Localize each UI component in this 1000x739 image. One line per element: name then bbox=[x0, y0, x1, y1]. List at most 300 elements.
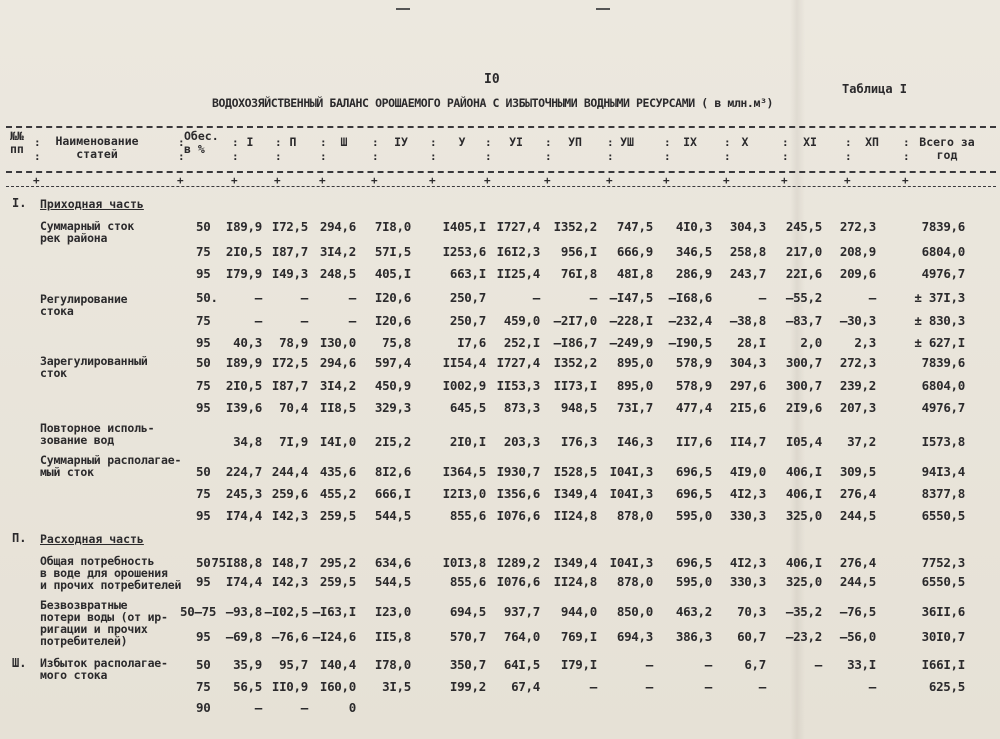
value-cell: 6,7 bbox=[744, 657, 766, 672]
value-cell: 406,I bbox=[785, 555, 822, 570]
value-cell: 245,5 bbox=[785, 219, 822, 234]
value-cell: 455,2 bbox=[319, 486, 356, 501]
value-cell: 224,7 bbox=[225, 464, 262, 479]
value-cell: 2I0,5 bbox=[225, 244, 262, 259]
value-cell: 459,0 bbox=[503, 313, 540, 328]
value-cell: 217,0 bbox=[785, 244, 822, 259]
header-separator-plus: + bbox=[723, 174, 730, 187]
fold-mark-1 bbox=[396, 8, 410, 10]
value-cell: – bbox=[532, 290, 540, 305]
header-separator-plus: + bbox=[319, 174, 326, 187]
value-cell: 245,3 bbox=[225, 486, 262, 501]
value-cell: 666,9 bbox=[616, 244, 653, 259]
document-title: ВОДОХОЗЯЙСТВЕННЫЙ БАЛАНС ОРОШАЕМОГО РАЙОНА С ИЗБЫТОЧНЫМИ ВОДНЫМИ РЕСУРСАМИ ( в млн.м³) bbox=[212, 96, 774, 110]
total-cell: 4976,7 bbox=[921, 400, 965, 415]
prob-cell: 50–75 bbox=[180, 604, 217, 619]
header-separator-plus: + bbox=[484, 174, 491, 187]
value-cell: 286,9 bbox=[675, 266, 712, 281]
total-cell: I573,8 bbox=[921, 434, 965, 449]
value-cell: 694,3 bbox=[616, 629, 653, 644]
value-cell: I356,6 bbox=[496, 486, 540, 501]
value-cell: I04I,3 bbox=[609, 555, 653, 570]
value-cell: 578,9 bbox=[675, 378, 712, 393]
value-cell: 244,4 bbox=[271, 464, 308, 479]
value-cell: II53,3 bbox=[496, 378, 540, 393]
value-cell: 70,3 bbox=[737, 604, 766, 619]
value-cell: 2I5,2 bbox=[374, 434, 411, 449]
value-cell: I39,6 bbox=[225, 400, 262, 415]
value-cell: 570,7 bbox=[449, 629, 486, 644]
value-cell: 34,8 bbox=[233, 434, 262, 449]
header-separator: : bbox=[664, 150, 671, 163]
value-cell: 350,7 bbox=[449, 657, 486, 672]
header-separator-plus: + bbox=[274, 174, 281, 187]
value-cell: II7,6 bbox=[675, 434, 712, 449]
value-cell: I002,9 bbox=[442, 378, 486, 393]
prob-cell: 75 bbox=[196, 378, 211, 393]
value-cell: 272,3 bbox=[839, 355, 876, 370]
section-number-expense: П. bbox=[12, 531, 27, 545]
value-cell: 696,5 bbox=[675, 555, 712, 570]
value-cell: – bbox=[589, 679, 597, 694]
value-cell: –I02,5 bbox=[264, 604, 308, 619]
value-cell: I30,0 bbox=[319, 335, 356, 350]
value-cell: 67,4 bbox=[511, 679, 540, 694]
header-separator: : bbox=[430, 150, 437, 163]
value-cell: – bbox=[254, 700, 262, 715]
total-cell: 94I3,4 bbox=[921, 464, 965, 479]
value-cell: 4I2,3 bbox=[729, 486, 766, 501]
value-cell: 406,I bbox=[785, 486, 822, 501]
header-separator: : bbox=[845, 150, 852, 163]
header-separator-plus: + bbox=[371, 174, 378, 187]
value-cell: 463,2 bbox=[675, 604, 712, 619]
value-cell: I87,7 bbox=[271, 244, 308, 259]
value-cell: 595,0 bbox=[675, 574, 712, 589]
value-cell: I60,0 bbox=[319, 679, 356, 694]
value-cell: I727,4 bbox=[496, 355, 540, 370]
value-cell: II5,8 bbox=[374, 629, 411, 644]
header-separator-plus: + bbox=[33, 174, 40, 187]
header-separator: : bbox=[782, 150, 789, 163]
value-cell: I42,3 bbox=[271, 508, 308, 523]
value-cell: II0,9 bbox=[271, 679, 308, 694]
value-cell: 544,5 bbox=[374, 574, 411, 589]
value-cell: I04I,3 bbox=[609, 486, 653, 501]
prob-cell: 75 bbox=[196, 679, 211, 694]
header-separator-plus: + bbox=[231, 174, 238, 187]
header-separator: : bbox=[232, 136, 239, 149]
value-cell: 244,5 bbox=[839, 574, 876, 589]
value-cell: 406,I bbox=[785, 464, 822, 479]
total-cell: 8377,8 bbox=[921, 486, 965, 501]
value-cell: –232,4 bbox=[668, 313, 712, 328]
value-cell: –56,0 bbox=[839, 629, 876, 644]
value-cell: 239,2 bbox=[839, 378, 876, 393]
col-header-month-9: IX bbox=[683, 135, 697, 149]
value-cell: I72,5 bbox=[271, 355, 308, 370]
value-cell: 0 bbox=[348, 700, 356, 715]
value-cell: 2,3 bbox=[854, 335, 876, 350]
col-header-month-12: XП bbox=[865, 135, 879, 149]
value-cell: 948,5 bbox=[560, 400, 597, 415]
value-cell: 276,4 bbox=[839, 486, 876, 501]
value-cell: I46,3 bbox=[616, 434, 653, 449]
header-separator: : bbox=[664, 136, 671, 149]
value-cell: –55,2 bbox=[785, 290, 822, 305]
value-cell: – bbox=[704, 657, 712, 672]
value-cell: 878,0 bbox=[616, 574, 653, 589]
section-title-expense: Расходная часть bbox=[40, 532, 144, 546]
section-number-income: I. bbox=[12, 196, 27, 210]
value-cell: 944,0 bbox=[560, 604, 597, 619]
value-cell: –I47,5 bbox=[609, 290, 653, 305]
total-cell: 6804,0 bbox=[921, 244, 965, 259]
value-cell: 544,5 bbox=[374, 508, 411, 523]
value-cell: I40,4 bbox=[319, 657, 356, 672]
value-cell: 855,6 bbox=[449, 508, 486, 523]
value-cell: –69,8 bbox=[225, 629, 262, 644]
value-cell: I74,4 bbox=[225, 508, 262, 523]
value-cell: 696,5 bbox=[675, 486, 712, 501]
value-cell: – bbox=[814, 657, 822, 672]
row-label: Повторное исполь- зование вод bbox=[40, 421, 155, 447]
value-cell: 325,0 bbox=[785, 574, 822, 589]
col-header-name: Наименование статей bbox=[55, 134, 139, 161]
value-cell: I89,9 bbox=[225, 355, 262, 370]
header-separator: : bbox=[232, 150, 239, 163]
value-cell: I727,4 bbox=[496, 219, 540, 234]
value-cell: I74,4 bbox=[225, 574, 262, 589]
value-cell: –76,5 bbox=[839, 604, 876, 619]
value-cell: 207,3 bbox=[839, 400, 876, 415]
value-cell: I79,I bbox=[560, 657, 597, 672]
header-separator-plus: + bbox=[663, 174, 670, 187]
value-cell: 329,3 bbox=[374, 400, 411, 415]
value-cell: 60,7 bbox=[737, 629, 766, 644]
value-cell: 73I,7 bbox=[616, 400, 653, 415]
prob-cell: 50 bbox=[196, 464, 211, 479]
value-cell: 666,I bbox=[374, 486, 411, 501]
value-cell: 8I2,6 bbox=[374, 464, 411, 479]
value-cell: 37,2 bbox=[847, 434, 876, 449]
value-cell: 325,0 bbox=[785, 508, 822, 523]
value-cell: I7,6 bbox=[457, 335, 486, 350]
header-separator: : bbox=[545, 150, 552, 163]
value-cell: 95,7 bbox=[279, 657, 308, 672]
value-cell: –228,I bbox=[609, 313, 653, 328]
row-label: Общая потребность в воде для орошения и прочих потребителей bbox=[40, 554, 182, 592]
value-cell: 2I9,6 bbox=[785, 400, 822, 415]
header-separator: : bbox=[320, 150, 327, 163]
col-header-month-5: У bbox=[458, 135, 466, 149]
value-cell: 330,3 bbox=[729, 574, 766, 589]
prob-cell: 95 bbox=[196, 508, 211, 523]
prob-cell: 50 bbox=[196, 657, 211, 672]
value-cell: 895,0 bbox=[616, 355, 653, 370]
total-cell: 36II,6 bbox=[921, 604, 965, 619]
value-cell: 4I0,3 bbox=[675, 219, 712, 234]
header-separator-plus: + bbox=[544, 174, 551, 187]
value-cell: 304,3 bbox=[729, 219, 766, 234]
value-cell: 272,3 bbox=[839, 219, 876, 234]
header-separator: : bbox=[545, 136, 552, 149]
header-separator: : bbox=[607, 150, 614, 163]
value-cell: I89,9 bbox=[225, 219, 262, 234]
value-cell: 3I4,2 bbox=[319, 378, 356, 393]
value-cell: 28,I bbox=[737, 335, 766, 350]
value-cell: – bbox=[348, 290, 356, 305]
total-cell: ± 37I,3 bbox=[914, 290, 965, 305]
total-cell: 6550,5 bbox=[921, 574, 965, 589]
value-cell: I99,2 bbox=[449, 679, 486, 694]
header-separator: : bbox=[903, 136, 910, 149]
value-cell: 3I4,2 bbox=[319, 244, 356, 259]
value-cell: 956,I bbox=[560, 244, 597, 259]
value-cell: I349,4 bbox=[553, 555, 597, 570]
prob-cell: 90 bbox=[196, 700, 211, 715]
value-cell: –I68,6 bbox=[668, 290, 712, 305]
prob-cell: 95 bbox=[196, 629, 211, 644]
value-cell: 259,6 bbox=[271, 486, 308, 501]
value-cell: 243,7 bbox=[729, 266, 766, 281]
value-cell: 22I,6 bbox=[785, 266, 822, 281]
value-cell: I076,6 bbox=[496, 508, 540, 523]
value-cell: I0I3,8 bbox=[442, 555, 486, 570]
header-separator: : bbox=[607, 136, 614, 149]
header-separator: : bbox=[34, 136, 41, 149]
value-cell: 330,3 bbox=[729, 508, 766, 523]
value-cell: 878,0 bbox=[616, 508, 653, 523]
header-separator: : bbox=[724, 136, 731, 149]
value-cell: –I90,5 bbox=[668, 335, 712, 350]
value-cell: 7I,9 bbox=[279, 434, 308, 449]
header-separator-plus: + bbox=[844, 174, 851, 187]
value-cell: 7I8,0 bbox=[374, 219, 411, 234]
value-cell: 250,7 bbox=[449, 290, 486, 305]
value-cell: 48I,8 bbox=[616, 266, 653, 281]
section-number-surplus: Ш. bbox=[12, 656, 27, 670]
row-label: Избыток располагае- мого стока bbox=[40, 656, 168, 682]
total-cell: ± 830,3 bbox=[914, 313, 965, 328]
value-cell: 764,0 bbox=[503, 629, 540, 644]
value-cell: 64I,5 bbox=[503, 657, 540, 672]
value-cell: 259,5 bbox=[319, 574, 356, 589]
value-cell: 294,6 bbox=[319, 219, 356, 234]
value-cell: II4,7 bbox=[729, 434, 766, 449]
col-header-month-8: УШ bbox=[620, 135, 634, 149]
value-cell: 35,9 bbox=[233, 657, 262, 672]
value-cell: 75I88,8 bbox=[211, 555, 262, 570]
header-rule-bottom bbox=[6, 171, 996, 173]
value-cell: 300,7 bbox=[785, 355, 822, 370]
header-separator: : bbox=[485, 136, 492, 149]
prob-cell: 95 bbox=[196, 574, 211, 589]
total-cell: 7752,3 bbox=[921, 555, 965, 570]
value-cell: 3I,5 bbox=[382, 679, 411, 694]
value-cell: –93,8 bbox=[225, 604, 262, 619]
value-cell: – bbox=[868, 290, 876, 305]
fold-mark-2 bbox=[596, 8, 610, 10]
value-cell: I79,9 bbox=[225, 266, 262, 281]
value-cell: 747,5 bbox=[616, 219, 653, 234]
col-header-month-1: I bbox=[246, 135, 254, 149]
value-cell: 244,5 bbox=[839, 508, 876, 523]
value-cell: 295,2 bbox=[319, 555, 356, 570]
value-cell: 435,6 bbox=[319, 464, 356, 479]
header-separator-plus: + bbox=[429, 174, 436, 187]
value-cell: 208,9 bbox=[839, 244, 876, 259]
value-cell: –76,6 bbox=[271, 629, 308, 644]
header-separator: : bbox=[275, 150, 282, 163]
value-cell: – bbox=[589, 290, 597, 305]
header-separator-plus: + bbox=[177, 174, 184, 187]
header-separator: : bbox=[372, 150, 379, 163]
value-cell: I352,2 bbox=[553, 219, 597, 234]
row-label: Регулирование стока bbox=[40, 292, 128, 318]
header-separator: : bbox=[178, 150, 185, 163]
header-separator: : bbox=[320, 136, 327, 149]
value-cell: I04I,3 bbox=[609, 464, 653, 479]
value-cell: I72,5 bbox=[271, 219, 308, 234]
value-cell: 259,5 bbox=[319, 508, 356, 523]
value-cell: 70,4 bbox=[279, 400, 308, 415]
header-rule-top bbox=[6, 126, 996, 128]
prob-cell: 50 bbox=[196, 555, 211, 570]
value-cell: 297,6 bbox=[729, 378, 766, 393]
prob-cell: 50 bbox=[196, 355, 211, 370]
value-cell: 450,9 bbox=[374, 378, 411, 393]
page-number: I0 bbox=[484, 72, 500, 87]
value-cell: 895,0 bbox=[616, 378, 653, 393]
value-cell: I42,3 bbox=[271, 574, 308, 589]
value-cell: I87,7 bbox=[271, 378, 308, 393]
row-label: Безвозвратные потери воды (от ир- ригации и прочих потребителей) bbox=[40, 598, 168, 648]
value-cell: 252,I bbox=[503, 335, 540, 350]
value-cell: –I86,7 bbox=[553, 335, 597, 350]
value-cell: – bbox=[300, 700, 308, 715]
value-cell: 4I9,0 bbox=[729, 464, 766, 479]
value-cell: 203,3 bbox=[503, 434, 540, 449]
total-cell: 625,5 bbox=[928, 679, 965, 694]
value-cell: 248,5 bbox=[319, 266, 356, 281]
value-cell: 595,0 bbox=[675, 508, 712, 523]
value-cell: 694,5 bbox=[449, 604, 486, 619]
value-cell: II24,8 bbox=[553, 508, 597, 523]
value-cell: 937,7 bbox=[503, 604, 540, 619]
value-cell: –I63,I bbox=[312, 604, 356, 619]
value-cell: 4I2,3 bbox=[729, 555, 766, 570]
value-cell: I6I2,3 bbox=[496, 244, 540, 259]
value-cell: 634,6 bbox=[374, 555, 411, 570]
value-cell: 76I,8 bbox=[560, 266, 597, 281]
total-cell: 4976,7 bbox=[921, 266, 965, 281]
value-cell: 597,4 bbox=[374, 355, 411, 370]
value-cell: 209,6 bbox=[839, 266, 876, 281]
value-cell: I076,6 bbox=[496, 574, 540, 589]
header-separator: : bbox=[34, 150, 41, 163]
header-separator-plus: + bbox=[781, 174, 788, 187]
value-cell: – bbox=[348, 313, 356, 328]
col-header-month-7: УП bbox=[568, 135, 582, 149]
value-cell: 2I0,5 bbox=[225, 378, 262, 393]
row-label: Суммарный располагае- мый сток bbox=[40, 453, 182, 479]
value-cell: 40,3 bbox=[233, 335, 262, 350]
value-cell: II8,5 bbox=[319, 400, 356, 415]
value-cell: 276,4 bbox=[839, 555, 876, 570]
value-cell: I20,6 bbox=[374, 290, 411, 305]
col-header-month-4: IУ bbox=[394, 135, 408, 149]
value-cell: – bbox=[645, 679, 653, 694]
value-cell: 855,6 bbox=[449, 574, 486, 589]
col-header-month-10: X bbox=[741, 135, 749, 149]
header-separator: : bbox=[782, 136, 789, 149]
value-cell: 78,9 bbox=[279, 335, 308, 350]
value-cell: 57I,5 bbox=[374, 244, 411, 259]
prob-cell: 95 bbox=[196, 335, 211, 350]
prob-cell: 75 bbox=[196, 244, 211, 259]
header-separator: : bbox=[430, 136, 437, 149]
value-cell: II24,8 bbox=[553, 574, 597, 589]
value-cell: I76,3 bbox=[560, 434, 597, 449]
value-cell: 769,I bbox=[560, 629, 597, 644]
value-cell: 309,5 bbox=[839, 464, 876, 479]
col-header-num: №№ пп bbox=[10, 129, 24, 156]
value-cell: 850,0 bbox=[616, 604, 653, 619]
value-cell: I289,2 bbox=[496, 555, 540, 570]
value-cell: I48,7 bbox=[271, 555, 308, 570]
value-cell: – bbox=[645, 657, 653, 672]
value-cell: –83,7 bbox=[785, 313, 822, 328]
value-cell: 300,7 bbox=[785, 378, 822, 393]
value-cell: I364,5 bbox=[442, 464, 486, 479]
value-cell: I930,7 bbox=[496, 464, 540, 479]
total-cell: 7839,6 bbox=[921, 219, 965, 234]
prob-cell: 75 bbox=[196, 313, 211, 328]
value-cell: – bbox=[300, 290, 308, 305]
value-cell: 304,3 bbox=[729, 355, 766, 370]
value-cell: 2,0 bbox=[800, 335, 822, 350]
value-cell: I253,6 bbox=[442, 244, 486, 259]
value-cell: –38,8 bbox=[729, 313, 766, 328]
value-cell: I05,4 bbox=[785, 434, 822, 449]
col-header-month-3: Ш bbox=[340, 135, 348, 149]
value-cell: 696,5 bbox=[675, 464, 712, 479]
prob-cell: 50. bbox=[196, 290, 218, 305]
value-cell: I352,2 bbox=[553, 355, 597, 370]
col-header-total: Всего за год bbox=[919, 135, 975, 162]
value-cell: –249,9 bbox=[609, 335, 653, 350]
value-cell: 386,3 bbox=[675, 629, 712, 644]
value-cell: 33,I bbox=[847, 657, 876, 672]
value-cell: 294,6 bbox=[319, 355, 356, 370]
value-cell: 346,5 bbox=[675, 244, 712, 259]
value-cell: II73,I bbox=[553, 378, 597, 393]
value-cell: II54,4 bbox=[442, 355, 486, 370]
value-cell: 645,5 bbox=[449, 400, 486, 415]
header-separator: : bbox=[178, 136, 185, 149]
total-cell: 30I0,7 bbox=[921, 629, 965, 644]
value-cell: –I24,6 bbox=[312, 629, 356, 644]
value-cell: 663,I bbox=[449, 266, 486, 281]
header-separator-plus: + bbox=[606, 174, 613, 187]
value-cell: 56,5 bbox=[233, 679, 262, 694]
value-cell: I349,4 bbox=[553, 486, 597, 501]
total-cell: 6804,0 bbox=[921, 378, 965, 393]
total-cell: I66I,I bbox=[921, 657, 965, 672]
value-cell: – bbox=[868, 679, 876, 694]
value-cell: I20,6 bbox=[374, 313, 411, 328]
